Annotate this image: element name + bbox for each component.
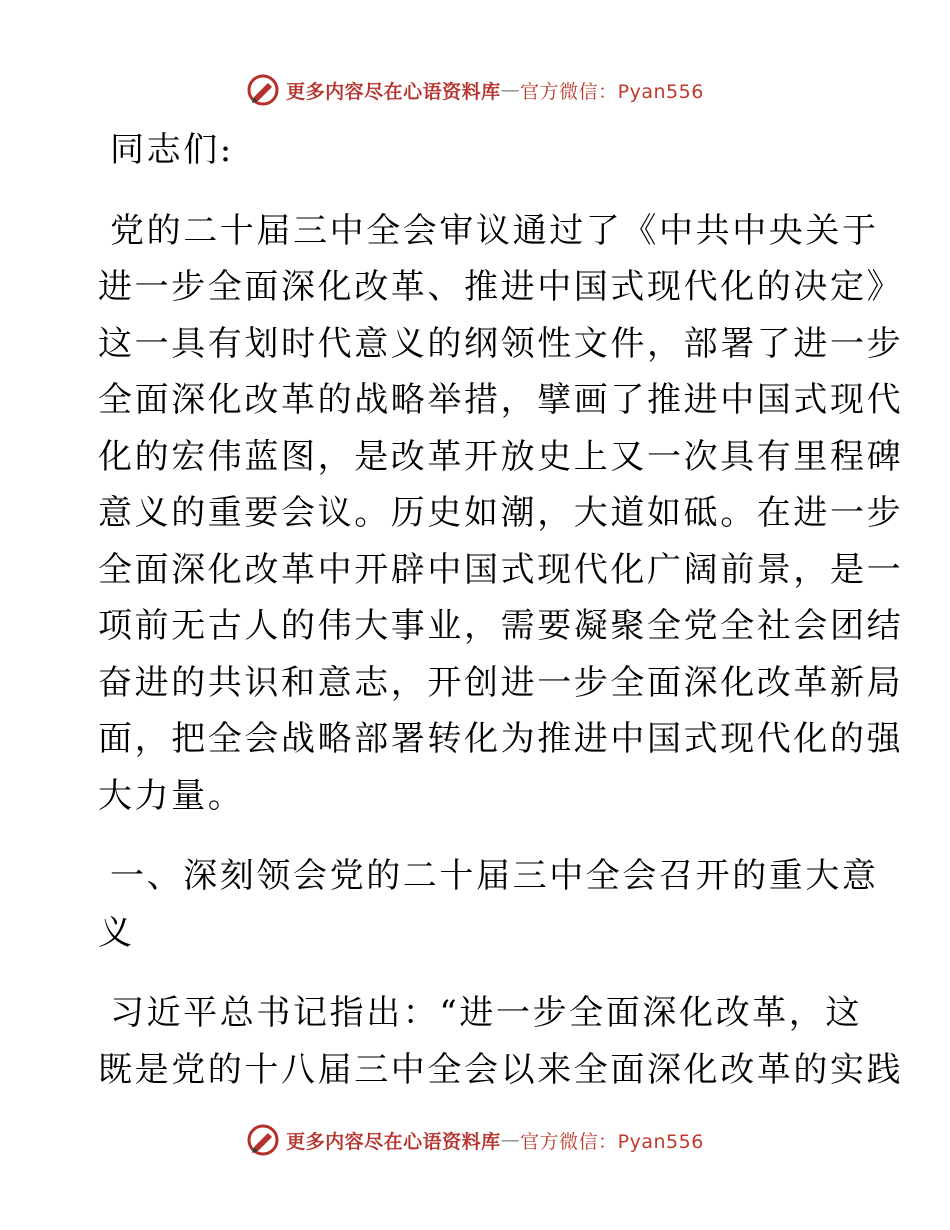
pen-logo-icon — [246, 73, 280, 107]
pen-logo-icon — [246, 1123, 280, 1157]
paragraph-line: 化的宏伟蓝图，是改革开放史上又一次具有里程碑 — [98, 436, 904, 477]
paragraph-line: 全面深化改革中开辟中国式现代化广阔前景，是一 — [98, 549, 904, 590]
watermark-footer — [0, 1120, 950, 1160]
salutation: 同志们: — [110, 130, 234, 170]
paragraph-line: 意义的重要会议。历史如潮，大道如砥。在进一步 — [98, 493, 904, 533]
paragraph-gap — [98, 179, 854, 203]
paragraph-gap — [98, 824, 854, 848]
paragraph-line: 这一具有划时代意义的纲领性文件，部署了进一步 — [98, 323, 904, 364]
watermark-brand: 更多内容尽在心语资料库 — [286, 80, 501, 103]
intro-paragraph — [98, 203, 904, 825]
watermark-separator: — — [500, 1129, 521, 1151]
watermark-header — [0, 70, 950, 110]
section-heading — [98, 848, 879, 961]
paragraph-line: 习近平总书记指出：“进一步全面深化改革，这 — [110, 993, 862, 1033]
paragraph-line: 党的二十届三中全会审议通过了《中共中央关于 — [110, 210, 879, 251]
paragraph-line: 奋进的共识和意志，开创进一步全面深化改革新局 — [98, 662, 904, 703]
document-body — [98, 122, 904, 1098]
watermark-brand: 更多内容尽在心语资料库 — [286, 1130, 501, 1153]
watermark-wechat: 官方微信：Pyan556 — [520, 80, 704, 103]
paragraph-line: 既是党的十八届三中全会以来全面深化改革的实践 — [98, 1049, 904, 1090]
heading-line: 一、深刻领会党的二十届三中全会召开的重大意 — [110, 856, 879, 896]
heading-line: 义 — [98, 912, 135, 953]
paragraph-line: 面，把全会战略部署转化为推进中国式现代化的强 — [98, 719, 904, 759]
paragraph-gap — [98, 961, 854, 985]
paragraph-line: 全面深化改革的战略举措，擘画了推进中国式现代 — [98, 380, 904, 420]
paragraph-line: 进一步全面深化改革、推进中国式现代化的决定》 — [98, 267, 904, 307]
second-paragraph — [98, 985, 904, 1098]
watermark-separator: — — [500, 79, 521, 101]
paragraph-line: 大力量。 — [98, 775, 245, 816]
watermark-wechat: 官方微信：Pyan556 — [520, 1130, 704, 1153]
paragraph-line: 项前无古人的伟大事业，需要凝聚全党全社会团结 — [98, 606, 904, 646]
